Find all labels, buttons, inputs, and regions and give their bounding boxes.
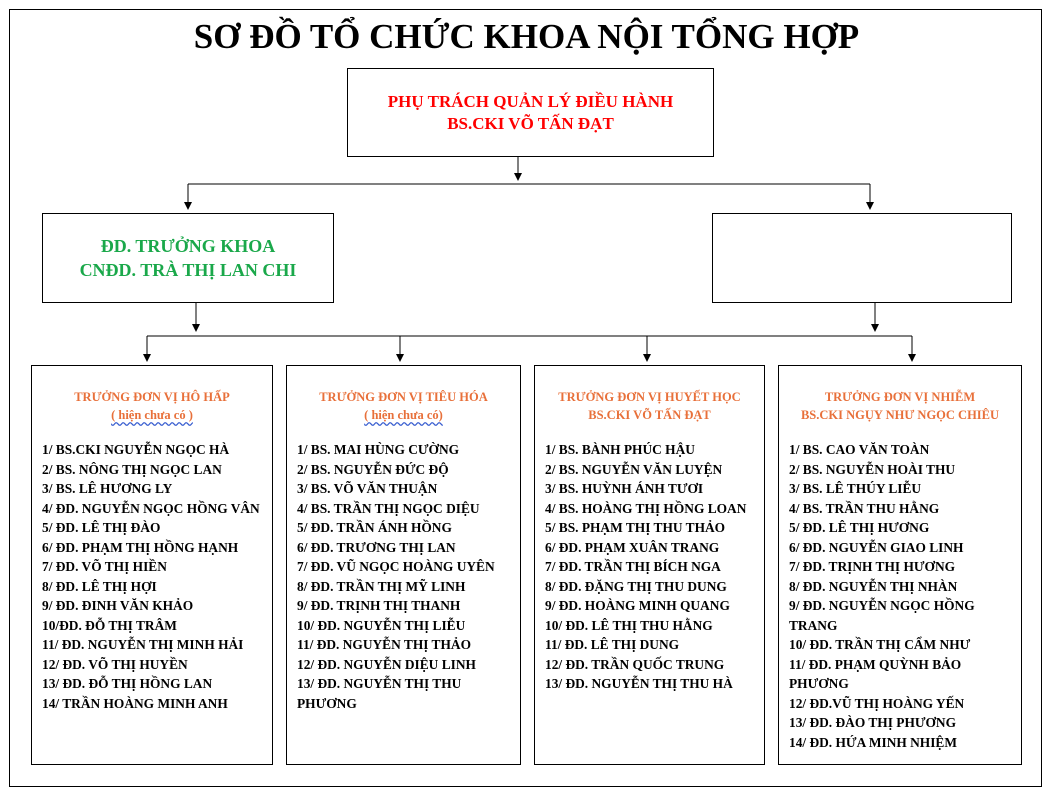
member-item: 1/ BS. MAI HÙNG CƯỜNG	[297, 442, 460, 457]
member-item: 13/ ĐD. ĐÀO THỊ PHƯƠNG	[789, 715, 957, 730]
member-item: 9/ ĐD. NGUYỄN NGỌC HỒNG TRANG	[789, 598, 975, 633]
member-item: 7/ ĐD. TRỊNH THỊ HƯƠNG	[789, 559, 956, 574]
member-item: 10/ĐD. ĐỖ THỊ TRÂM	[42, 617, 177, 633]
member-item: 10/ ĐD. TRẦN THỊ CẨM NHƯ	[789, 637, 971, 652]
member-list	[789, 440, 1021, 752]
unit-leader: BS.CKI VÕ TẤN ĐẠT	[588, 408, 711, 422]
member-item: 2/ BS. NGUYỄN ĐỨC ĐỘ	[297, 461, 449, 477]
member-item: 13/ ĐD. ĐỖ THỊ HỒNG LAN	[42, 676, 213, 691]
member-item: 9/ ĐD. TRỊNH THỊ THANH	[297, 598, 461, 613]
member-item: 12/ ĐD. TRẦN QUỐC TRUNG	[545, 656, 725, 672]
member-item: 1/ BS. CAO VĂN TOÀN	[789, 442, 930, 457]
member-item: 5/ ĐD. LÊ THỊ HƯƠNG	[789, 520, 930, 535]
unit-leader: ( hiện chưa có )	[111, 408, 193, 422]
director-box	[347, 68, 714, 157]
member-item: 8/ ĐD. ĐẶNG THỊ THU DUNG	[545, 578, 727, 594]
unit-leader: ( hiện chưa có)	[364, 408, 443, 422]
director-role: PHỤ TRÁCH QUẢN LÝ ĐIỀU HÀNH	[387, 91, 674, 111]
unit-box-gastroenterology	[286, 365, 521, 765]
empty-position-box	[712, 213, 1012, 303]
member-item: 3/ BS. VÕ VĂN THUẬN	[297, 481, 438, 496]
unit-heading: TRƯỞNG ĐƠN VỊ NHIỄM	[824, 390, 976, 404]
member-item: 4/ BS. TRẦN THỊ NGỌC DIỆU	[297, 500, 480, 516]
member-list	[42, 440, 272, 713]
director-name: BS.CKI VÕ TẤN ĐẠT	[447, 113, 614, 133]
member-item: 4/ ĐD. NGUYỄN NGỌC HỒNG VÂN	[42, 500, 260, 516]
member-item: 14/ TRẦN HOÀNG MINH ANH	[42, 695, 228, 711]
member-item: 12/ ĐD. NGUYỄN DIỆU LINH	[297, 656, 476, 672]
member-item: 8/ ĐD. LÊ THỊ HỢI	[42, 578, 157, 594]
member-list	[545, 440, 764, 694]
member-item: 5/ BS. PHẠM THỊ THU THẢO	[545, 520, 726, 535]
unit-leader: BS.CKI NGỤY NHƯ NGỌC CHIÊU	[800, 408, 1000, 422]
member-item: 13/ ĐD. NGUYỄN THỊ THU PHƯƠNG	[297, 676, 462, 711]
head-nurse-box	[42, 213, 334, 303]
member-item: 4/ BS. HOÀNG THỊ HỒNG LOAN	[545, 500, 747, 516]
member-item: 12/ ĐD. VÕ THỊ HUYỀN	[42, 656, 188, 672]
member-item: 8/ ĐD. TRẦN THỊ MỸ LINH	[297, 578, 466, 594]
page-title: SƠ ĐỒ TỔ CHỨC KHOA NỘI TỔNG HỢP	[193, 17, 860, 56]
member-item: 6/ ĐD. PHẠM THỊ HỒNG HẠNH	[42, 539, 239, 555]
unit-box-infectious	[778, 365, 1022, 765]
member-list	[297, 440, 520, 713]
member-item: 14/ ĐD. HỨA MINH NHIỆM	[789, 734, 957, 750]
member-item: 12/ ĐD.VŨ THỊ HOÀNG YẾN	[789, 695, 965, 711]
member-item: 7/ ĐD. VÕ THỊ HIỀN	[42, 559, 167, 574]
member-item: 2/ BS. NGUYỄN HOÀI THU	[789, 461, 956, 477]
member-item: 3/ BS. HUỲNH ÁNH TƯƠI	[545, 481, 704, 496]
member-item: 7/ ĐD. TRẦN THỊ BÍCH NGA	[545, 559, 721, 574]
head-nurse-name: CNĐD. TRÀ THỊ LAN CHI	[79, 260, 297, 280]
member-item: 11/ ĐD. NGUYỄN THỊ THẢO	[297, 637, 471, 652]
member-item: 6/ ĐD. PHẠM XUÂN TRANG	[545, 539, 720, 555]
member-item: 9/ ĐD. HOÀNG MINH QUANG	[545, 598, 730, 613]
member-item: 8/ ĐD. NGUYỄN THỊ NHÀN	[789, 578, 958, 594]
unit-box-respiratory	[31, 365, 273, 765]
unit-box-hematology	[534, 365, 765, 765]
head-nurse-role: ĐD. TRƯỞNG KHOA	[100, 236, 276, 256]
member-item: 1/ BS. BÀNH PHÚC HẬU	[545, 442, 695, 457]
member-item: 13/ ĐD. NGUYỄN THỊ THU HÀ	[545, 676, 733, 691]
member-item: 1/ BS.CKI NGUYỄN NGỌC HÀ	[42, 442, 230, 457]
member-item: 3/ BS. LÊ HƯƠNG LY	[42, 481, 173, 496]
member-item: 11/ ĐD. LÊ THỊ DUNG	[545, 637, 680, 652]
member-item: 9/ ĐD. ĐINH VĂN KHẢO	[42, 598, 194, 613]
member-item: 11/ ĐD. NGUYỄN THỊ MINH HẢI	[42, 637, 244, 652]
member-item: 6/ ĐD. TRƯƠNG THỊ LAN	[297, 539, 456, 555]
member-item: 5/ ĐD. LÊ THỊ ĐÀO	[42, 520, 161, 535]
member-item: 5/ ĐD. TRẦN ÁNH HỒNG	[297, 520, 452, 535]
unit-heading: TRƯỞNG ĐƠN VỊ TIÊU HÓA	[319, 390, 488, 404]
member-item: 2/ BS. NGUYỄN VĂN LUYỆN	[545, 461, 723, 477]
member-item: 11/ ĐD. PHẠM QUỲNH BẢO PHƯƠNG	[789, 656, 962, 691]
member-item: 2/ BS. NÔNG THỊ NGỌC LAN	[42, 461, 222, 477]
member-item: 10/ ĐD. NGUYỄN THỊ LIỄU	[297, 617, 466, 633]
member-item: 10/ ĐD. LÊ THỊ THU HẰNG	[545, 617, 713, 633]
member-item: 4/ BS. TRẦN THU HẰNG	[789, 500, 940, 516]
member-item: 3/ BS. LÊ THÚY LIỄU	[789, 481, 922, 496]
member-item: 6/ ĐD. NGUYỄN GIAO LINH	[789, 539, 964, 555]
unit-heading: TRƯỞNG ĐƠN VỊ HUYẾT HỌC	[558, 390, 741, 404]
unit-heading: TRƯỞNG ĐƠN VỊ HÔ HẤP	[74, 390, 230, 404]
member-item: 7/ ĐD. VŨ NGỌC HOÀNG UYÊN	[297, 559, 495, 574]
